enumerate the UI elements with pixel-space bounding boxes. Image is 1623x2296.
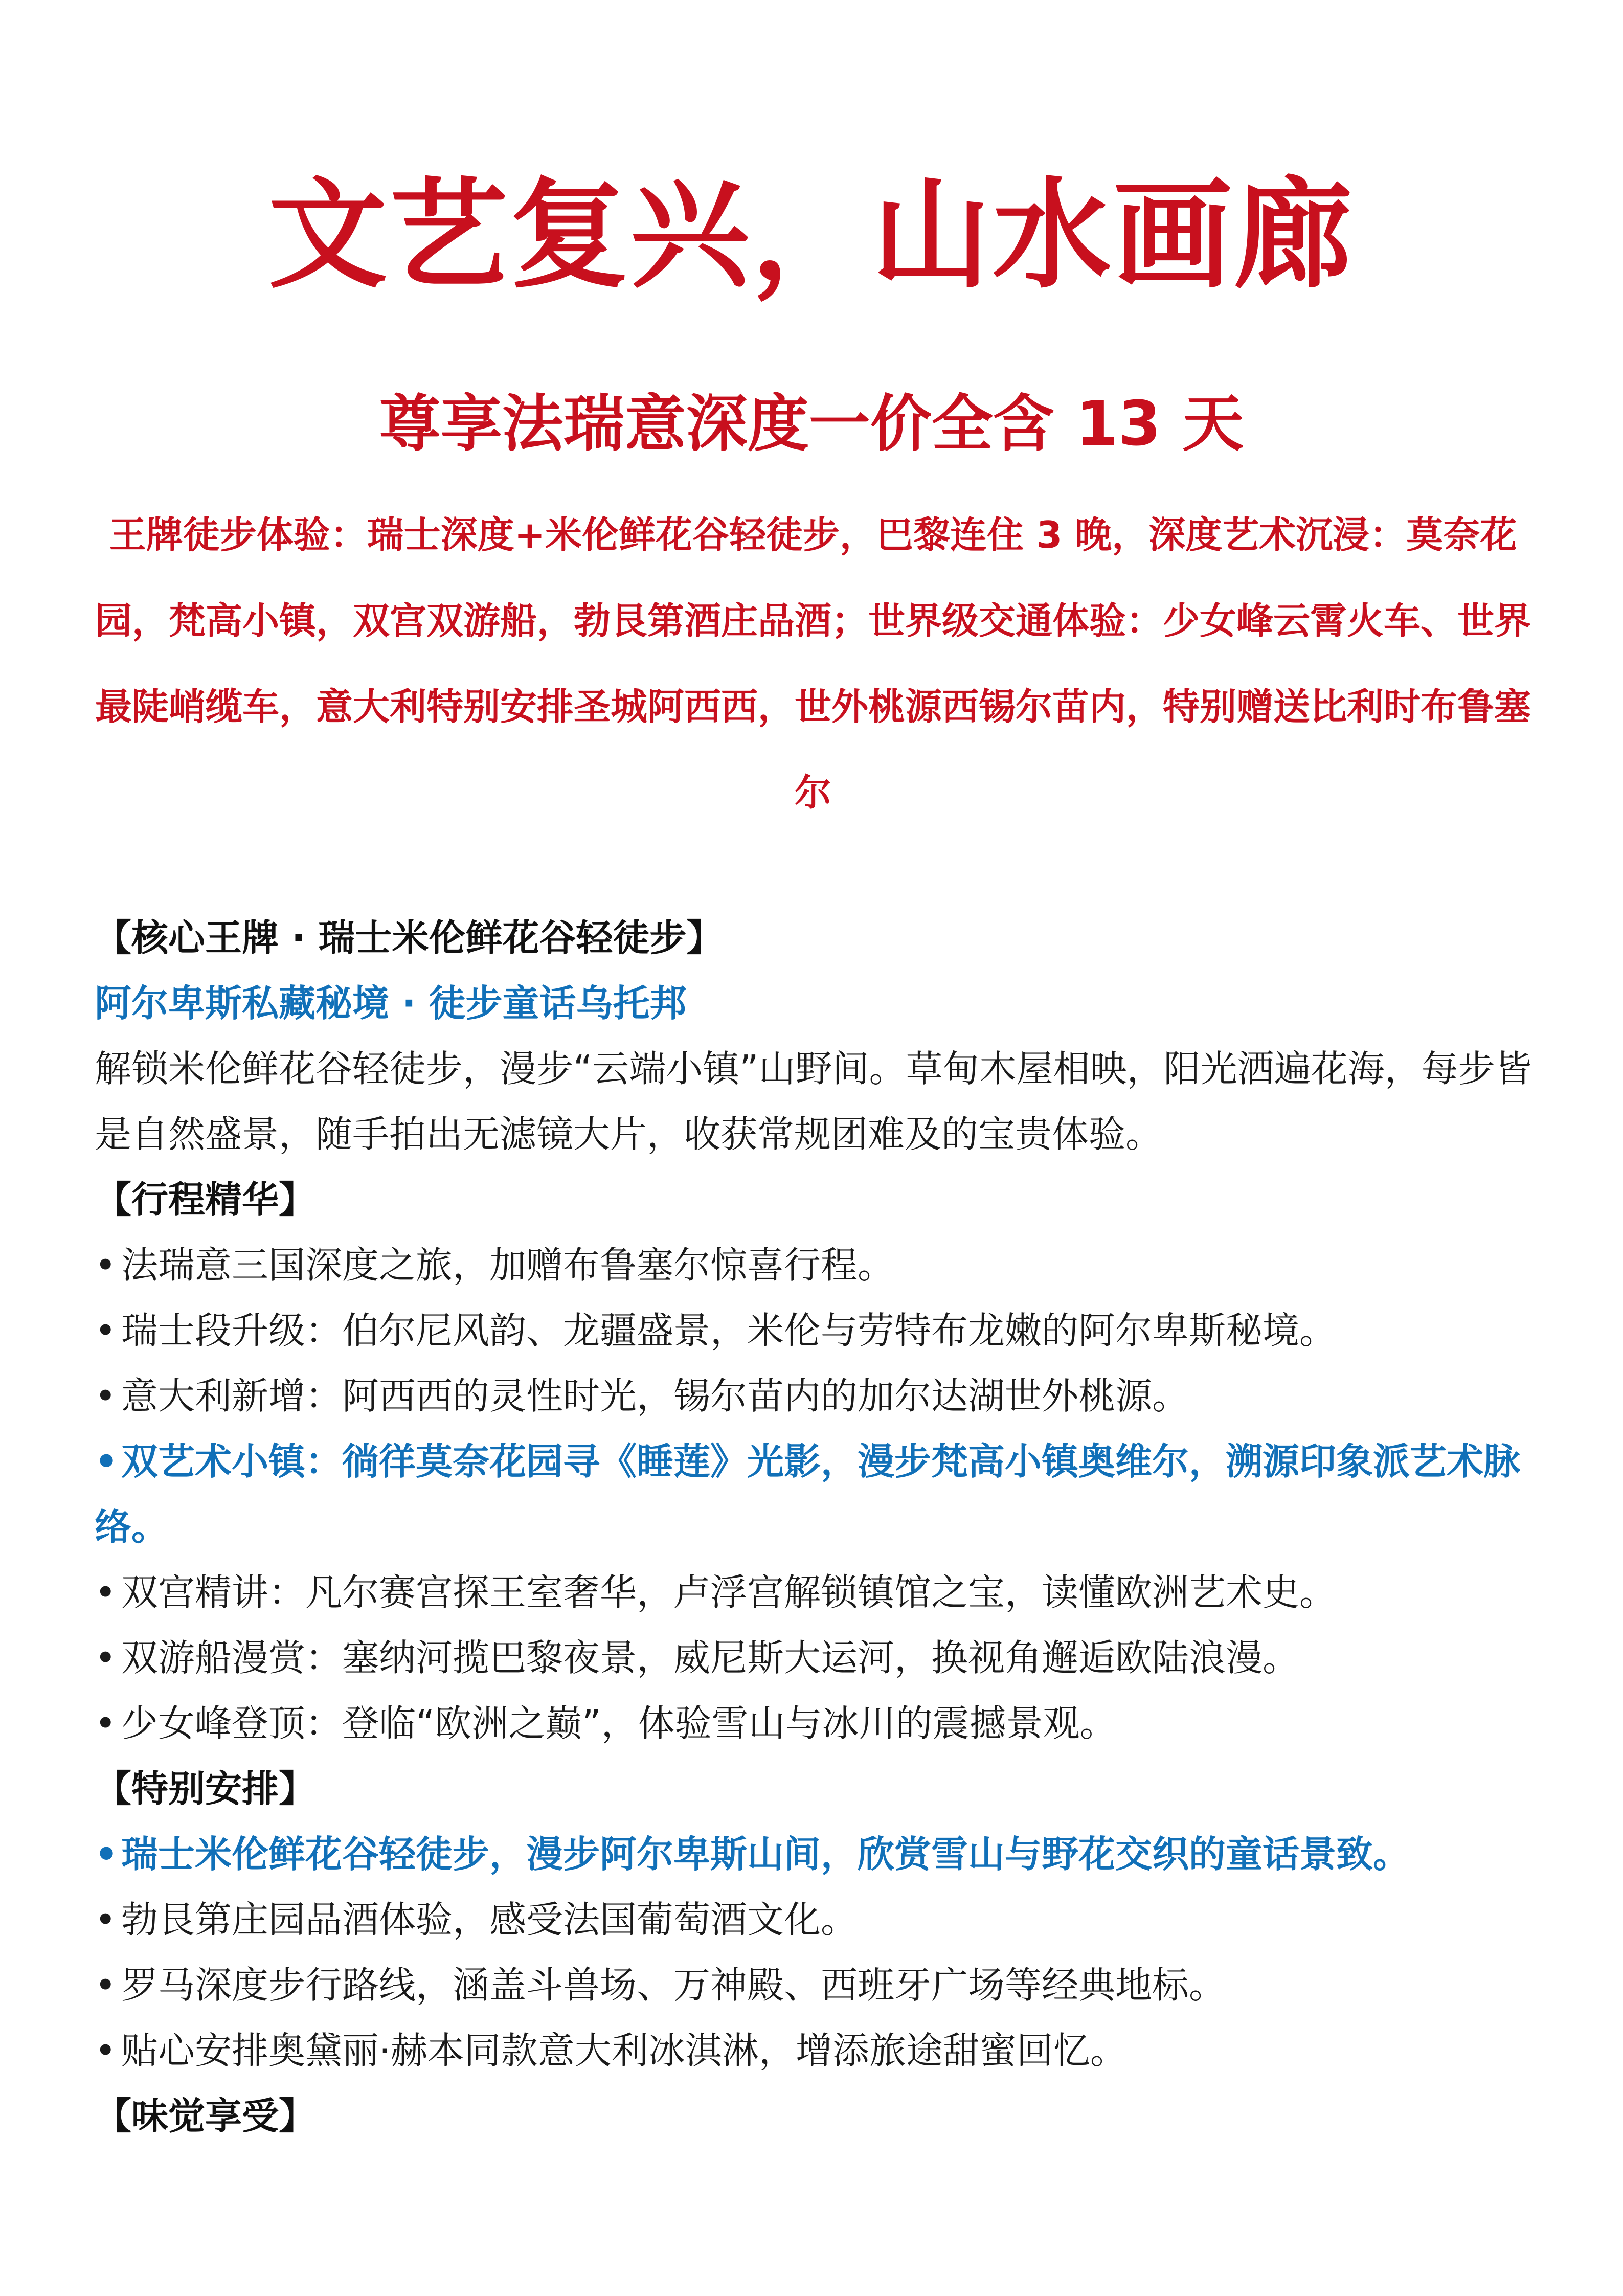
itinerary-item bbox=[95, 1560, 1537, 1625]
itinerary-item-highlight bbox=[95, 1429, 1537, 1560]
taste-heading: 【味觉享受】 bbox=[95, 2095, 316, 2137]
itinerary-item-text: 意大利新增：阿西西的灵性时光，锡尔苗内的加尔达湖世外桃源。 bbox=[121, 1375, 1189, 1417]
bullet-icon: • bbox=[95, 1309, 117, 1352]
highlights-paragraph: 王牌徒步体验：瑞士深度+米伦鲜花谷轻徒步，巴黎连住 3 晚，深度艺术沉浸：莫奈花园，梵高小镇，双宫双游船，勃艮第酒庄品酒；世界级交通体验：少女峰云霄火车、世界最陡峭缆车，意大利特别安排圣城阿西西，世外桃源西锡尔苗内，特别赠送比利时布鲁塞尔 bbox=[95, 513, 1531, 814]
bullet-icon: • bbox=[95, 1636, 117, 1679]
bullet-icon: • bbox=[95, 1898, 117, 1941]
bullet-icon: • bbox=[95, 2029, 117, 2072]
special-item bbox=[95, 1952, 1537, 2018]
special-item-text: 贴心安排奥黛丽·赫本同款意大利冰淇淋，增添旅途甜蜜回忆。 bbox=[121, 2029, 1127, 2072]
special-item-text: 瑞士米伦鲜花谷轻徒步，漫步阿尔卑斯山间，欣赏雪山与野花交织的童话景致。 bbox=[121, 1833, 1410, 1876]
special-item-text: 勃艮第庄园品酒体验，感受法国葡萄酒文化。 bbox=[121, 1898, 858, 1941]
core-description: 解锁米伦鲜花谷轻徒步，漫步“云端小镇”山野间。草甸木屋相映，阳光洒遍花海，每步皆是自然盛景，随手拍出无滤镜大片，收获常规团难及的宝贵体验。 bbox=[95, 1047, 1532, 1156]
page-subtitle: 尊享法瑞意深度一价全含 13 天 bbox=[379, 389, 1244, 460]
bullet-icon: • bbox=[95, 1571, 117, 1614]
core-tagline: 阿尔卑斯私藏秘境 · 徒步童话乌托邦 bbox=[95, 982, 687, 1025]
special-item bbox=[95, 1887, 1537, 1952]
bullet-icon: • bbox=[95, 1244, 117, 1287]
itinerary-item bbox=[95, 1625, 1537, 1691]
bullet-icon: • bbox=[95, 1964, 117, 2007]
special-heading: 【特别安排】 bbox=[95, 1767, 316, 1810]
page-title: 文艺复兴，山水画廊 bbox=[268, 166, 1355, 304]
itinerary-heading: 【行程精华】 bbox=[95, 1178, 316, 1221]
itinerary-item-text: 双游船漫赏：塞纳河揽巴黎夜景，威尼斯大运河，换视角邂逅欧陆浪漫。 bbox=[121, 1636, 1300, 1679]
bullet-icon: • bbox=[95, 1702, 117, 1745]
special-item-text: 罗马深度步行路线，涵盖斗兽场、万神殿、西班牙广场等经典地标。 bbox=[121, 1964, 1226, 2007]
itinerary-item-text: 法瑞意三国深度之旅，加赠布鲁塞尔惊喜行程。 bbox=[121, 1244, 895, 1287]
bullet-icon: • bbox=[95, 1440, 119, 1483]
core-heading: 【核心王牌 · 瑞士米伦鲜花谷轻徒步】 bbox=[95, 916, 724, 959]
content-body bbox=[95, 905, 1537, 2149]
bullet-icon: • bbox=[95, 1375, 117, 1417]
itinerary-item-text: 双艺术小镇：徜徉莫奈花园寻《睡莲》光影，漫步梵高小镇奥维尔，溯源印象派艺术脉络。 bbox=[95, 1440, 1521, 1548]
itinerary-item bbox=[95, 1298, 1537, 1363]
itinerary-item-text: 瑞士段升级：伯尔尼风韵、龙疆盛景，米伦与劳特布龙嫩的阿尔卑斯秘境。 bbox=[121, 1309, 1337, 1352]
special-item bbox=[95, 2018, 1537, 2083]
bullet-icon: • bbox=[95, 1833, 119, 1876]
itinerary-item-text: 双宫精讲：凡尔赛宫探王室奢华，卢浮宫解锁镇馆之宝，读懂欧洲艺术史。 bbox=[121, 1571, 1337, 1614]
itinerary-item-text: 少女峰登顶：登临“欧洲之巅”，体验雪山与冰川的震撼景观。 bbox=[121, 1702, 1117, 1745]
special-item-highlight bbox=[95, 1821, 1537, 1887]
itinerary-item bbox=[95, 1232, 1537, 1298]
itinerary-item bbox=[95, 1691, 1537, 1756]
itinerary-item bbox=[95, 1363, 1537, 1429]
